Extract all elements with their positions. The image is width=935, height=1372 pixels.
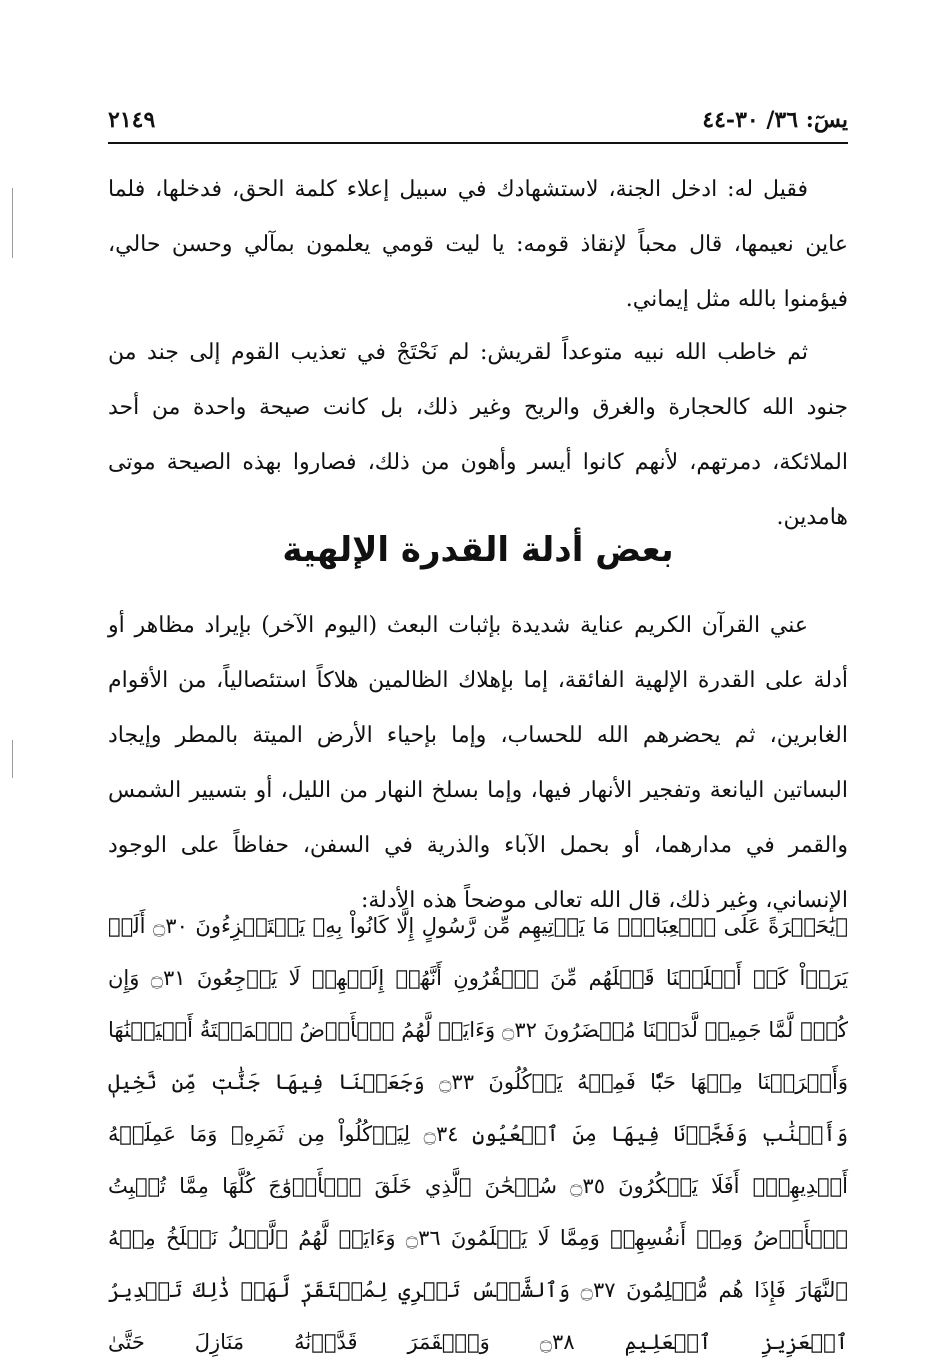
paper-crease-mark bbox=[12, 188, 13, 258]
paragraph-2: ثم خاطب الله نبيه متوعداً لقريش: لم نَحْتَجْ في تعذيب القوم إلى جند من جنود الله كالحجارة والغرق والريح وغير ذلك، بل كانت صيحة واحدة من أحد الملائكة، دمرتهم، لأنهم كانوا أيسر وأهون من ذلك، فصاروا بهذه الصيحة موتى هامدين. bbox=[108, 340, 848, 530]
paragraph-1: فقيل له: ادخل الجنة، لاستشهادك في سبيل إعلاء كلمة الحق، فدخلها، فلما عاين نعيمها، قال محباً لإنقاذ قومه: يا ليت قومي يعلمون بمآلي وحسن حالي، فيؤمنوا بالله مثل إيماني. bbox=[108, 177, 848, 312]
surah-reference: يسٓ: ٣٦/ ٣٠-٤٤ bbox=[702, 107, 848, 133]
paper-crease-mark bbox=[12, 740, 13, 778]
quran-verses: ﴿يَٰحَسۡرَةً عَلَى ٱلۡعِبَادِۚ مَا يَأۡتِيهِم مِّن رَّسُولٍ إِلَّا كَانُواْ بِهِۦ يَسۡتَهۡزِءُونَ ۝٣٠ أَلَمۡ يَرَوۡاْ كَمۡ أَهۡلَكۡنَا قَبۡلَهُم مِّنَ ٱلۡقُرُونِ أَنَّهُمۡ إِلَيۡهِمۡ لَا يَرۡجِعُونَ ۝٣١ وَإِن كُلّٞ لَّمَّا جَمِيعٞ لَّدَيۡنَا مُحۡضَرُونَ ۝٣٢ وَءَايَةٞ لَّهُمُ ٱلۡأَرۡضُ ٱلۡمَيۡتَةُ أَحۡيَيۡنَٰهَا وَأَخۡرَجۡنَا مِنۡهَا حَبّٗا فَمِنۡهُ يَأۡكُلُونَ ۝٣٣ وَجَعَلۡنَا فِيهَا جَنَّٰتٖ مِّن نَّخِيلٖ وَأَعۡنَٰبٖ وَفَجَّرۡنَا فِيهَا مِنَ ٱلۡعُيُونِ ۝٣٤ لِيَأۡكُلُواْ مِن ثَمَرِهِۦ وَمَا عَمِلَتۡهُ أَيۡدِيهِمۡۚ أَفَلَا يَشۡكُرُونَ ۝٣٥ سُبۡحَٰنَ ٱلَّذِي خَلَقَ ٱلۡأَزۡوَٰجَ كُلَّهَا مِمَّا تُنۢبِتُ ٱلۡأَرۡضُ وَمِنۡ أَنفُسِهِمۡ وَمِمَّا لَا يَعۡلَمُونَ ۝٣٦ وَءَايَةٞ لَّهُمُ ٱلَّيۡلُ نَسۡلَخُ مِنۡهُ ٱلنَّهَارَ فَإِذَا هُم مُّظۡلِمُونَ ۝٣٧ وَٱلشَّمۡسُ تَجۡرِي لِمُسۡتَقَرّٖ لَّهَاۚ ذَٰلِكَ تَقۡدِيرُ ٱلۡعَزِيزِ ٱلۡعَلِيمِ ۝٣٨ وَٱلۡقَمَرَ قَدَّرۡنَٰهُ مَنَازِلَ حَتَّىٰ bbox=[108, 914, 848, 1354]
section-heading: بعض أدلة القدرة الإلهية bbox=[282, 530, 674, 570]
page-header bbox=[108, 98, 848, 144]
paragraph-3: عني القرآن الكريم عناية شديدة بإثبات البعث (اليوم الآخر) بإيراد مظاهر أو أدلة على القدرة الإلهية الفائقة، إما بإهلاك الظالمين هلاكاً استئصالياً، من الأقوام الغابرين، ثم يحضرهم الله للحساب، وإما بإحياء الأرض الميتة بالمطر وإيجاد البساتين اليانعة وتفجير الأنهار فيها، وإما بسلخ النهار من الليل، أو بتسيير الشمس والقمر في مدارهما، أو بحمل الآباء والذرية في السفن، حفاظاً على الوجود الإنساني، وغير ذلك، قال الله تعالى موضحاً هذه الأدلة: bbox=[108, 613, 848, 913]
page-number: ٢١٤٩ bbox=[108, 107, 156, 133]
